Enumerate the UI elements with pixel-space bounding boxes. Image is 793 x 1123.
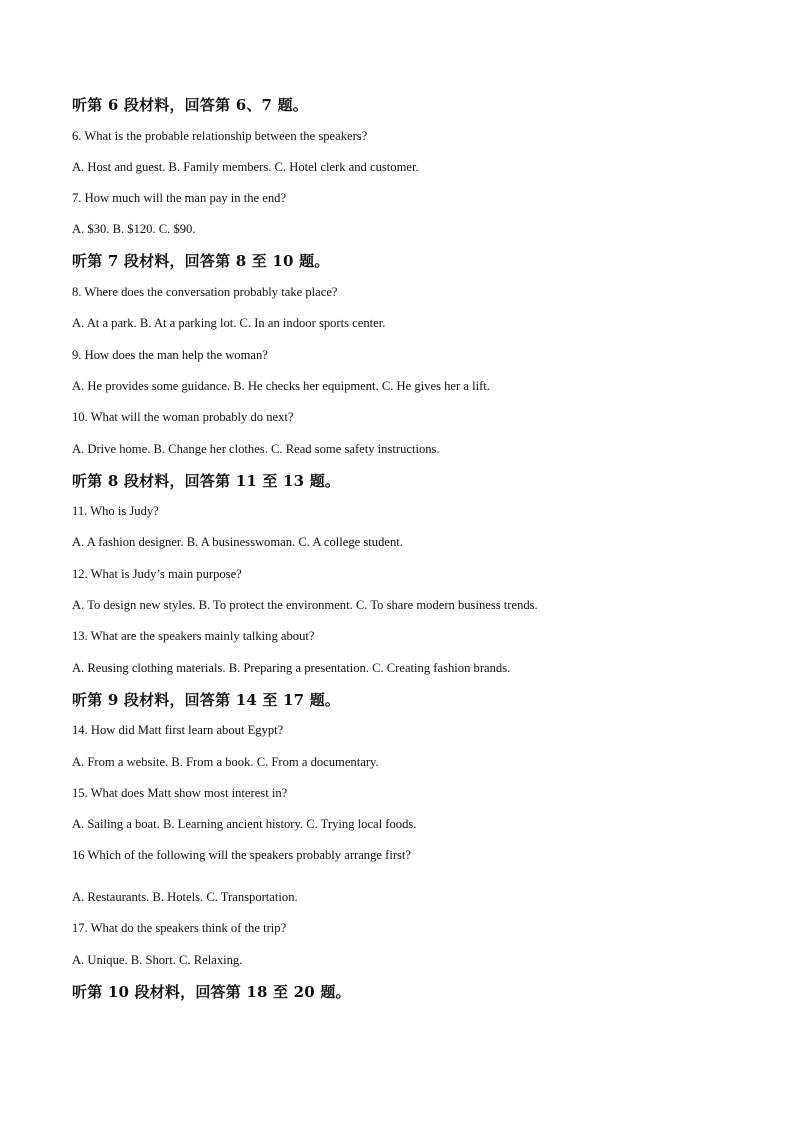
- question-7: 7. How much will the man pay in the end?: [72, 191, 287, 205]
- section-heading-9: 听第 9 段材料，回答第 14 至 17 题。: [72, 691, 341, 709]
- options-10: A. Drive home. B. Change her clothes. C. Read some safety instructions.: [72, 442, 440, 456]
- options-8: A. At a park. B. At a parking lot. C. In an indoor sports center.: [72, 316, 386, 330]
- question-11: 11. Who is Judy?: [72, 504, 159, 518]
- question-15: 15. What does Matt show most interest in?: [72, 786, 288, 800]
- question-16: 16 Which of the following will the speakers probably arrange first?: [72, 848, 411, 862]
- question-10: 10. What will the woman probably do next?: [72, 410, 294, 424]
- options-13: A. Reusing clothing materials. B. Preparing a presentation. C. Creating fashion brands.: [72, 661, 511, 675]
- question-6: 6. What is the probable relationship between the speakers?: [72, 129, 368, 143]
- options-12: A. To design new styles. B. To protect the environment. C. To share modern business trends.: [72, 598, 538, 612]
- options-15: A. Sailing a boat. B. Learning ancient history. C. Trying local foods.: [72, 817, 417, 831]
- section-heading-8: 听第 8 段材料，回答第 11 至 13 题。: [72, 472, 341, 490]
- section-heading-10: 听第 10 段材料，回答第 18 至 20 题。: [72, 983, 351, 1001]
- question-17: 17. What do the speakers think of the trip?: [72, 921, 287, 935]
- options-7: A. $30. B. $120. C. $90.: [72, 222, 196, 236]
- section-heading-7: 听第 7 段材料，回答第 8 至 10 题。: [72, 252, 330, 270]
- question-8: 8. Where does the conversation probably take place?: [72, 285, 338, 299]
- question-14: 14. How did Matt first learn about Egypt?: [72, 723, 284, 737]
- options-6: A. Host and guest. B. Family members. C. Hotel clerk and customer.: [72, 160, 419, 174]
- options-11: A. A fashion designer. B. A businesswoman. C. A college student.: [72, 535, 403, 549]
- options-16: A. Restaurants. B. Hotels. C. Transportation.: [72, 890, 298, 904]
- question-9: 9. How does the man help the woman?: [72, 348, 268, 362]
- options-9: A. He provides some guidance. B. He checks her equipment. C. He gives her a lift.: [72, 379, 490, 393]
- options-17: A. Unique. B. Short. C. Relaxing.: [72, 953, 243, 967]
- options-14: A. From a website. B. From a book. C. From a documentary.: [72, 755, 379, 769]
- question-12: 12. What is Judy’s main purpose?: [72, 567, 242, 581]
- section-heading-6: 听第 6 段材料，回答第 6、7 题。: [72, 96, 309, 114]
- question-13: 13. What are the speakers mainly talking about?: [72, 629, 315, 643]
